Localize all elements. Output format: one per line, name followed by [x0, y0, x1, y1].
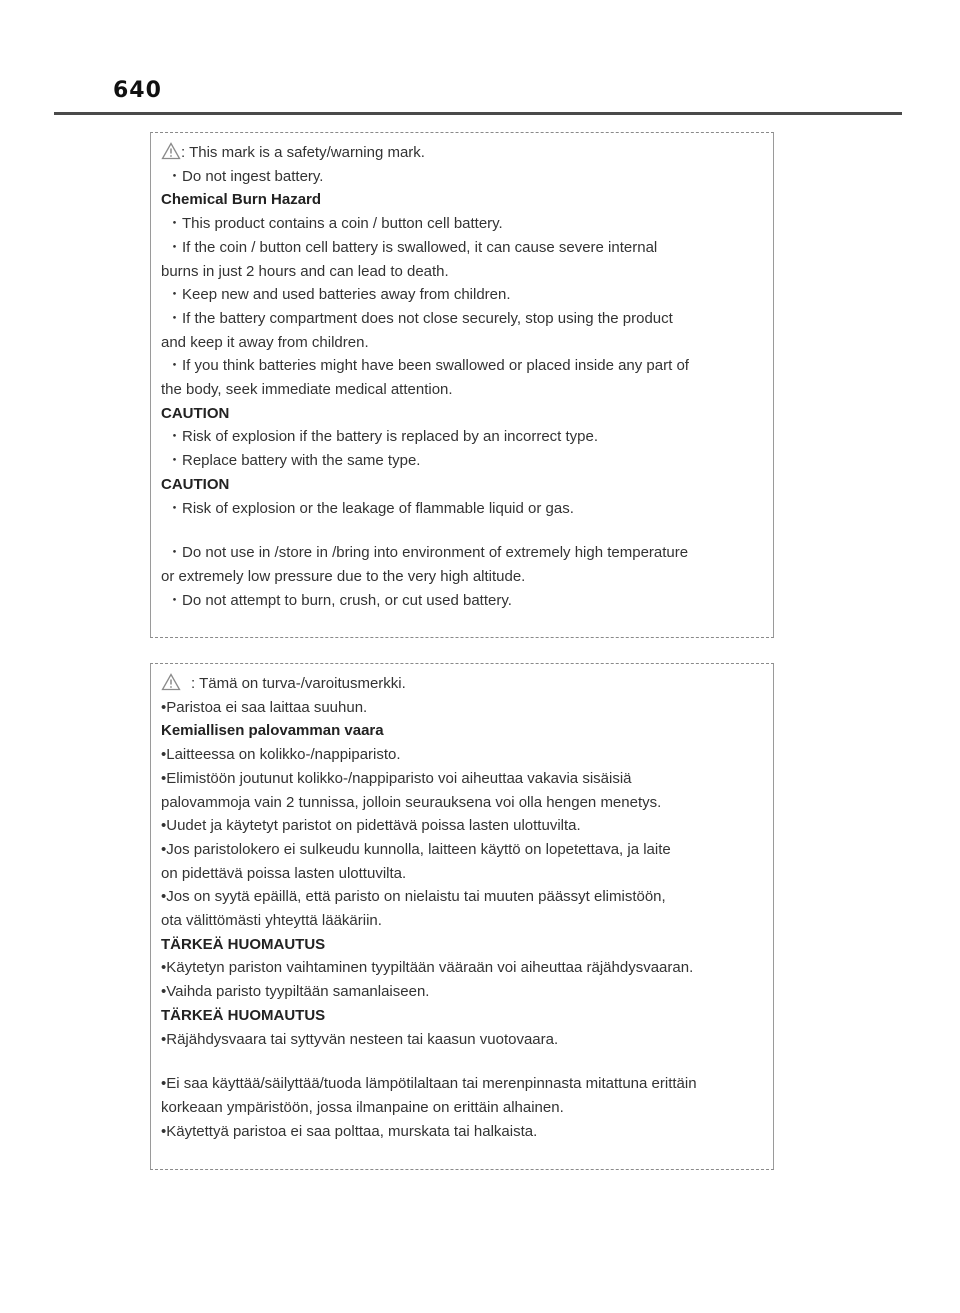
notice-line: •Käytetyn pariston vaihtaminen tyypiltään vääraän voi aiheuttaa räjähdysvaaran.: [161, 959, 694, 977]
notice-line: •Paristoa ei saa laittaa suuhun.: [161, 698, 368, 716]
warning-triangle-icon: [161, 142, 181, 160]
notice-line: [161, 672, 773, 696]
section-heading: TÄRKEÄ HUOMAUTUS: [161, 935, 326, 953]
notice-line: ota välittömästi yhteyttä lääkäriin.: [161, 912, 382, 930]
notice-line: ・Do not attempt to burn, crush, or cut used battery.: [167, 591, 512, 609]
notice-line: ・If the battery compartment does not close securely, stop using the product: [167, 309, 673, 327]
notice-text: : Tämä on turva-/varoitusmerkki.: [191, 675, 406, 692]
notice-line: ・Do not use in /store in /bring into environment of extremely high temperature: [167, 544, 689, 562]
section-heading: Chemical Burn Hazard: [161, 191, 322, 209]
blank-line: [161, 520, 773, 541]
notice-line: ・Replace battery with the same type.: [167, 452, 421, 470]
header-rule: [54, 112, 902, 115]
notice-line: ・Risk of explosion or the leakage of flammable liquid or gas.: [167, 499, 574, 517]
warning-triangle-icon: [161, 673, 181, 691]
blank-line: [161, 1051, 773, 1072]
notice-line: and keep it away from children.: [161, 333, 369, 351]
notice-line: ・Keep new and used batteries away from children.: [167, 286, 511, 304]
notice-line: ・Do not ingest battery.: [167, 167, 324, 185]
notice-line: ・If you think batteries might have been swallowed or placed inside any part of: [167, 357, 689, 375]
notice-line: •Ei saa käyttää/säilyttää/tuoda lämpötilaltaan tai merenpinnasta mitattuna erittäin: [161, 1075, 697, 1093]
notice-line: on pidettävä poissa lasten ulottuvilta.: [161, 864, 407, 882]
notice-line: •Vaihda paristo tyypiltään samanlaiseen.: [161, 983, 430, 1001]
notice-text: : This mark is a safety/warning mark.: [181, 144, 425, 161]
notice-line: •Räjähdysvaara tai syttyvän nesteen tai kaasun vuotovaara.: [161, 1030, 559, 1048]
notice-line: or extremely low pressure due to the very high altitude.: [161, 567, 526, 585]
section-heading: Kemiallisen palovamman vaara: [161, 722, 384, 740]
notice-box-english: [150, 132, 774, 638]
notice-line: •Käytettyä paristoa ei saa polttaa, murskata tai halkaista.: [161, 1122, 538, 1140]
notice-box-finnish: [150, 663, 774, 1170]
notice-line: •Jos paristolokero ei sulkeudu kunnolla, laitteen käyttö on lopetettava, ja laite: [161, 840, 671, 858]
notice-line: palovammoja vain 2 tunnissa, jolloin seurauksena voi olla hengen menetys.: [161, 793, 662, 811]
notice-line: [161, 141, 773, 165]
notice-line: •Jos on syytä epäillä, että paristo on nielaistu tai muuten päässyt elimistöön,: [161, 888, 666, 906]
section-heading: CAUTION: [161, 404, 230, 422]
notice-line: the body, seek immediate medical attention.: [161, 381, 453, 399]
notice-line: korkeaan ympäristöön, jossa ilmanpaine on erittäin alhainen.: [161, 1098, 564, 1116]
notice-line: ・If the coin / button cell battery is swallowed, it can cause severe internal: [167, 238, 658, 256]
notice-line: ・This product contains a coin / button cell battery.: [167, 215, 503, 233]
notice-line: ・Risk of explosion if the battery is replaced by an incorrect type.: [167, 428, 599, 446]
notice-line: •Uudet ja käytetyt paristot on pidettävä poissa lasten ulottuvilta.: [161, 817, 581, 835]
section-heading: TÄRKEÄ HUOMAUTUS: [161, 1006, 326, 1024]
section-heading: CAUTION: [161, 475, 230, 493]
notice-line: burns in just 2 hours and can lead to death.: [161, 262, 449, 280]
notice-line: •Laitteessa on kolikko-/nappiparisto.: [161, 746, 401, 764]
notice-line: •Elimistöön joutunut kolikko-/nappiparisto voi aiheuttaa vakavia sisäisiä: [161, 769, 632, 787]
page-number: 640: [113, 78, 162, 103]
